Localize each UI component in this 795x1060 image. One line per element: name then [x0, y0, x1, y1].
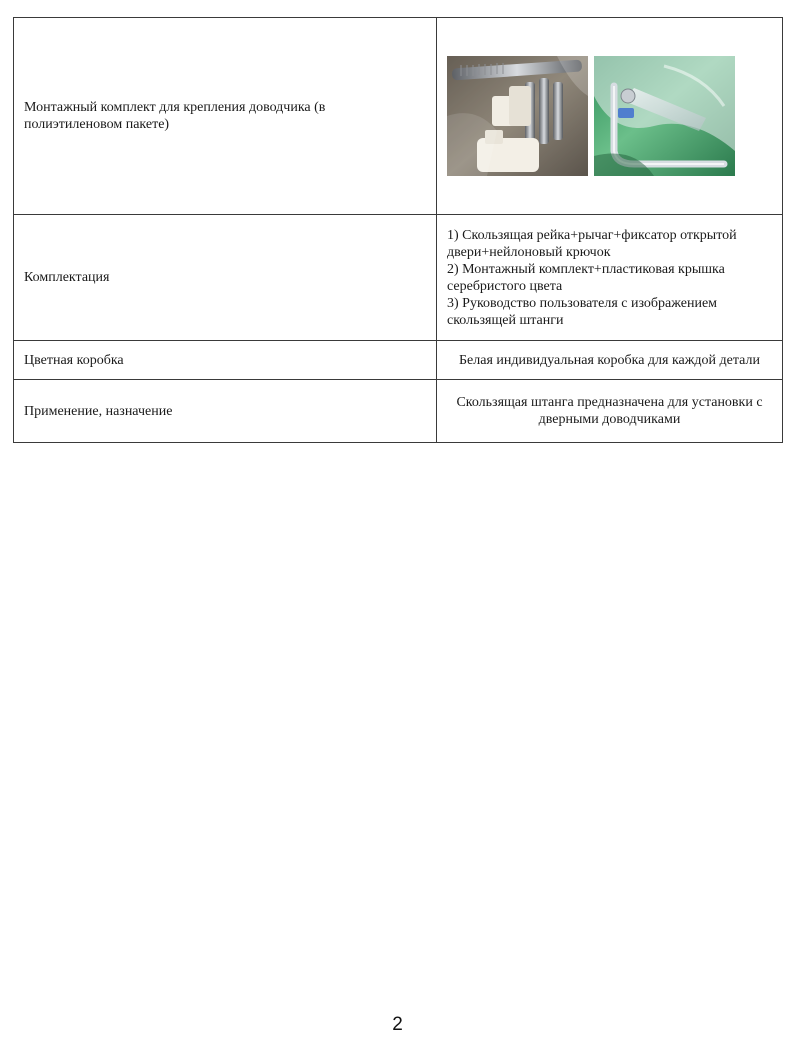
color-box-label: Цветная коробка	[14, 341, 437, 380]
contents-list	[437, 215, 783, 341]
table-row	[14, 341, 783, 380]
table-row	[14, 215, 783, 341]
table-row	[14, 380, 783, 443]
contents-label: Комплектация	[14, 215, 437, 341]
hook-bracket-bag-photo	[594, 56, 735, 176]
color-box-value: Белая индивидуальная коробка для каждой детали	[437, 341, 783, 380]
spec-table	[13, 17, 783, 443]
photo-strip	[447, 56, 772, 176]
contents-item-3: 3) Руководство пользователя с изображением скользящей штанги	[447, 295, 718, 328]
contents-item-1: 1) Скользящая рейка+рычаг+фиксатор открытой двери+нейлоновый крючок	[447, 227, 737, 260]
application-label: Применение, назначение	[14, 380, 437, 443]
table-row	[14, 18, 783, 215]
contents-item-2: 2) Монтажный комплект+пластиковая крышка серебристого цвета	[447, 261, 725, 294]
mounting-kit-photos-cell	[437, 18, 783, 215]
application-value: Скользящая штанга предназначена для установки с дверными доводчиками	[437, 380, 783, 443]
mounting-kit-bag-photo	[447, 56, 588, 176]
page-number: 2	[392, 1014, 403, 1035]
mounting-kit-label: Монтажный комплект для крепления доводчика (в полиэтиленовом пакете)	[14, 18, 437, 215]
